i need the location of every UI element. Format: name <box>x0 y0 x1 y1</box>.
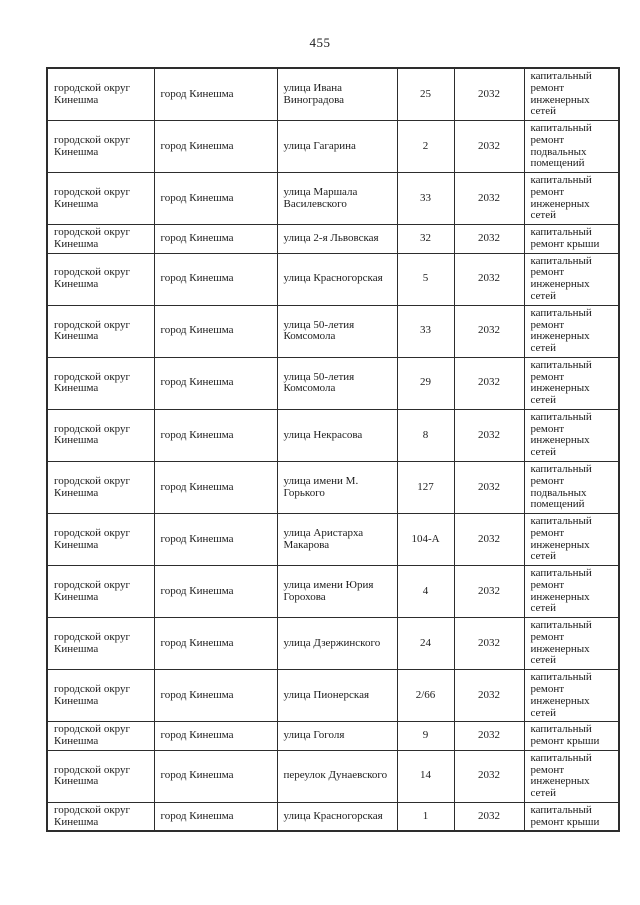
cell-district: городской округ Кинешма <box>47 802 154 831</box>
cell-street: улица имени М. Горького <box>277 461 397 513</box>
cell-street: улица Пионерская <box>277 670 397 722</box>
cell-street: улица Гагарина <box>277 121 397 173</box>
table-row <box>47 409 619 461</box>
cell-district: городской округ Кинешма <box>47 253 154 305</box>
repairs-table-body <box>47 68 619 831</box>
cell-house: 2 <box>397 121 454 173</box>
cell-work: капитальный ремонт подвальных помещений <box>524 461 619 513</box>
cell-work: капитальный ремонт крыши <box>524 722 619 751</box>
cell-street: улица 50-летия Комсомола <box>277 305 397 357</box>
cell-city: город Кинешма <box>154 618 277 670</box>
table-row <box>47 253 619 305</box>
cell-work: капитальный ремонт крыши <box>524 802 619 831</box>
cell-work: капитальный ремонт инженерных сетей <box>524 253 619 305</box>
cell-year: 2032 <box>454 225 524 254</box>
cell-year: 2032 <box>454 618 524 670</box>
cell-year: 2032 <box>454 514 524 566</box>
cell-house: 25 <box>397 68 454 121</box>
cell-year: 2032 <box>454 68 524 121</box>
cell-city: город Кинешма <box>154 357 277 409</box>
cell-district: городской округ Кинешма <box>47 722 154 751</box>
table-row <box>47 357 619 409</box>
cell-city: город Кинешма <box>154 173 277 225</box>
cell-year: 2032 <box>454 670 524 722</box>
cell-year: 2032 <box>454 173 524 225</box>
cell-work: капитальный ремонт инженерных сетей <box>524 670 619 722</box>
cell-city: город Кинешма <box>154 225 277 254</box>
table-row <box>47 173 619 225</box>
cell-street: улица Аристарха Макарова <box>277 514 397 566</box>
cell-house: 8 <box>397 409 454 461</box>
cell-district: городской округ Кинешма <box>47 566 154 618</box>
table-row <box>47 68 619 121</box>
cell-district: городской округ Кинешма <box>47 68 154 121</box>
cell-work: капитальный ремонт инженерных сетей <box>524 173 619 225</box>
cell-year: 2032 <box>454 409 524 461</box>
cell-year: 2032 <box>454 802 524 831</box>
cell-district: городской округ Кинешма <box>47 514 154 566</box>
cell-street: улица имени Юрия Горохова <box>277 566 397 618</box>
cell-street: улица Дзержинского <box>277 618 397 670</box>
cell-street: переулок Дунаевского <box>277 750 397 802</box>
table-row <box>47 566 619 618</box>
cell-city: город Кинешма <box>154 802 277 831</box>
cell-district: городской округ Кинешма <box>47 618 154 670</box>
cell-year: 2032 <box>454 566 524 618</box>
cell-work: капитальный ремонт инженерных сетей <box>524 409 619 461</box>
cell-district: городской округ Кинешма <box>47 357 154 409</box>
cell-district: городской округ Кинешма <box>47 670 154 722</box>
cell-house: 29 <box>397 357 454 409</box>
cell-city: город Кинешма <box>154 409 277 461</box>
cell-house: 33 <box>397 173 454 225</box>
cell-house: 24 <box>397 618 454 670</box>
cell-city: город Кинешма <box>154 514 277 566</box>
cell-work: капитальный ремонт инженерных сетей <box>524 357 619 409</box>
cell-city: город Кинешма <box>154 305 277 357</box>
cell-city: город Кинешма <box>154 253 277 305</box>
cell-district: городской округ Кинешма <box>47 750 154 802</box>
cell-district: городской округ Кинешма <box>47 173 154 225</box>
cell-house: 127 <box>397 461 454 513</box>
cell-district: городской округ Кинешма <box>47 225 154 254</box>
cell-work: капитальный ремонт инженерных сетей <box>524 514 619 566</box>
page-number: 455 <box>309 35 331 50</box>
cell-city: город Кинешма <box>154 750 277 802</box>
table-row <box>47 722 619 751</box>
cell-year: 2032 <box>454 357 524 409</box>
cell-work: капитальный ремонт инженерных сетей <box>524 305 619 357</box>
cell-house: 14 <box>397 750 454 802</box>
table-row <box>47 121 619 173</box>
cell-work: капитальный ремонт подвальных помещений <box>524 121 619 173</box>
cell-year: 2032 <box>454 121 524 173</box>
cell-year: 2032 <box>454 750 524 802</box>
cell-street: улица 2-я Львовская <box>277 225 397 254</box>
cell-street: улица Красногорская <box>277 802 397 831</box>
cell-work: капитальный ремонт инженерных сетей <box>524 68 619 121</box>
table-row <box>47 225 619 254</box>
cell-year: 2032 <box>454 461 524 513</box>
cell-district: городской округ Кинешма <box>47 305 154 357</box>
cell-district: городской округ Кинешма <box>47 461 154 513</box>
cell-house: 104-А <box>397 514 454 566</box>
table-row <box>47 305 619 357</box>
table-row <box>47 514 619 566</box>
cell-house: 2/66 <box>397 670 454 722</box>
cell-year: 2032 <box>454 722 524 751</box>
cell-house: 33 <box>397 305 454 357</box>
cell-street: улица Гоголя <box>277 722 397 751</box>
table-row <box>47 802 619 831</box>
cell-work: капитальный ремонт инженерных сетей <box>524 618 619 670</box>
cell-city: город Кинешма <box>154 461 277 513</box>
cell-street: улица Некрасова <box>277 409 397 461</box>
cell-house: 9 <box>397 722 454 751</box>
cell-city: город Кинешма <box>154 722 277 751</box>
cell-city: город Кинешма <box>154 121 277 173</box>
table-row <box>47 670 619 722</box>
table-row <box>47 618 619 670</box>
cell-street: улица Красногорская <box>277 253 397 305</box>
table-row <box>47 750 619 802</box>
cell-work: капитальный ремонт крыши <box>524 225 619 254</box>
cell-city: город Кинешма <box>154 68 277 121</box>
cell-city: город Кинешма <box>154 566 277 618</box>
cell-house: 4 <box>397 566 454 618</box>
cell-work: капитальный ремонт инженерных сетей <box>524 750 619 802</box>
cell-street: улица Маршала Василевского <box>277 173 397 225</box>
cell-district: городской округ Кинешма <box>47 121 154 173</box>
cell-house: 5 <box>397 253 454 305</box>
cell-district: городской округ Кинешма <box>47 409 154 461</box>
cell-house: 32 <box>397 225 454 254</box>
cell-work: капитальный ремонт инженерных сетей <box>524 566 619 618</box>
repairs-table <box>46 67 620 832</box>
cell-house: 1 <box>397 802 454 831</box>
cell-year: 2032 <box>454 253 524 305</box>
cell-street: улица 50-летия Комсомола <box>277 357 397 409</box>
cell-year: 2032 <box>454 305 524 357</box>
cell-street: улица Ивана Виноградова <box>277 68 397 121</box>
cell-city: город Кинешма <box>154 670 277 722</box>
table-row <box>47 461 619 513</box>
